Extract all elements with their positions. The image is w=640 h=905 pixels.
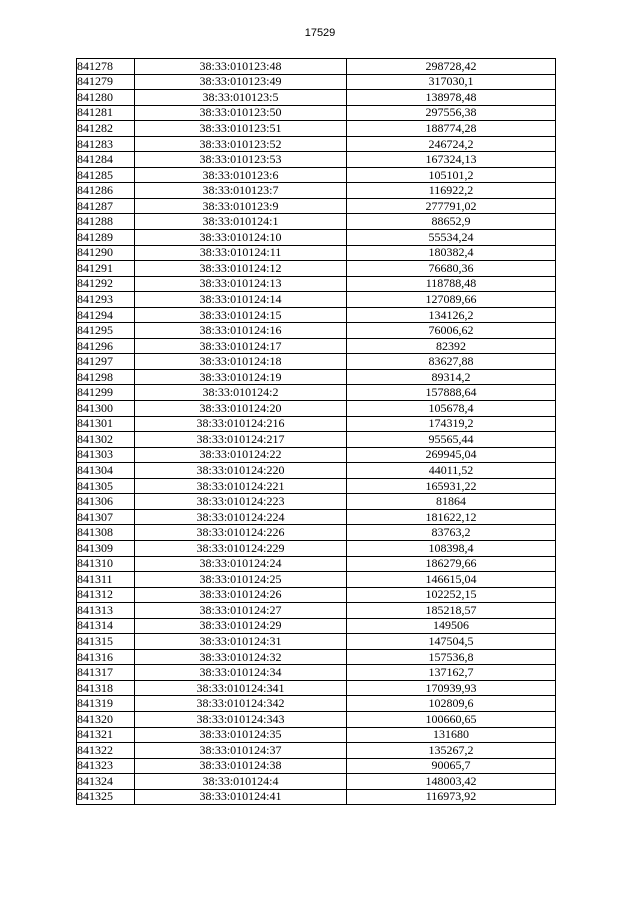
- cadastral-number-cell: 38:33:010124:35: [135, 727, 347, 743]
- value-cell: 165931,22: [347, 478, 556, 494]
- record-id-cell: 841299: [77, 385, 135, 401]
- value-cell: 118788,48: [347, 276, 556, 292]
- cadastral-number-cell: 38:33:010124:17: [135, 338, 347, 354]
- record-id-cell: 841297: [77, 354, 135, 370]
- record-id-cell: 841295: [77, 323, 135, 339]
- record-id-cell: 841306: [77, 494, 135, 510]
- page-number: 17529: [304, 27, 336, 39]
- cadastral-number-cell: 38:33:010123:6: [135, 167, 347, 183]
- record-id-cell: 841307: [77, 509, 135, 525]
- cadastral-number-cell: 38:33:010124:12: [135, 261, 347, 277]
- value-cell: 81864: [347, 494, 556, 510]
- table-row: [77, 680, 556, 696]
- cadastral-number-cell: 38:33:010124:22: [135, 447, 347, 463]
- table-row: [77, 494, 556, 510]
- cadastral-number-cell: 38:33:010124:216: [135, 416, 347, 432]
- value-cell: 76006,62: [347, 323, 556, 339]
- cadastral-number-cell: 38:33:010124:16: [135, 323, 347, 339]
- record-id-cell: 841316: [77, 649, 135, 665]
- value-cell: 138978,48: [347, 90, 556, 106]
- record-id-cell: 841308: [77, 525, 135, 541]
- table-row: [77, 167, 556, 183]
- table-row: [77, 338, 556, 354]
- record-id-cell: 841292: [77, 276, 135, 292]
- table-row: [77, 230, 556, 246]
- value-cell: 44011,52: [347, 463, 556, 479]
- table-row: [77, 696, 556, 712]
- value-cell: 277791,02: [347, 198, 556, 214]
- cadastral-number-cell: 38:33:010124:11: [135, 245, 347, 261]
- cadastral-number-cell: 38:33:010124:229: [135, 540, 347, 556]
- record-id-cell: 841302: [77, 432, 135, 448]
- record-id-cell: 841325: [77, 789, 135, 805]
- value-cell: 181622,12: [347, 509, 556, 525]
- table-row: [77, 743, 556, 759]
- cadastral-number-cell: 38:33:010124:31: [135, 634, 347, 650]
- value-cell: 76680,36: [347, 261, 556, 277]
- cadastral-number-cell: 38:33:010124:341: [135, 680, 347, 696]
- table-row: [77, 587, 556, 603]
- cadastral-number-cell: 38:33:010124:27: [135, 603, 347, 619]
- table-row: [77, 649, 556, 665]
- record-id-cell: 841303: [77, 447, 135, 463]
- cadastral-number-cell: 38:33:010124:41: [135, 789, 347, 805]
- value-cell: 180382,4: [347, 245, 556, 261]
- table-row: [77, 463, 556, 479]
- record-id-cell: 841281: [77, 105, 135, 121]
- record-id-cell: 841314: [77, 618, 135, 634]
- cadastral-number-cell: 38:33:010124:2: [135, 385, 347, 401]
- cadastral-number-cell: 38:33:010123:50: [135, 105, 347, 121]
- cadastral-number-cell: 38:33:010123:51: [135, 121, 347, 137]
- table-row: [77, 665, 556, 681]
- value-cell: 105101,2: [347, 167, 556, 183]
- value-cell: 188774,28: [347, 121, 556, 137]
- record-id-cell: 841285: [77, 167, 135, 183]
- record-id-cell: 841313: [77, 603, 135, 619]
- value-cell: 102809,6: [347, 696, 556, 712]
- value-cell: 108398,4: [347, 540, 556, 556]
- value-cell: 95565,44: [347, 432, 556, 448]
- value-cell: 89314,2: [347, 369, 556, 385]
- value-cell: 157536,8: [347, 649, 556, 665]
- record-id-cell: 841283: [77, 136, 135, 152]
- value-cell: 102252,15: [347, 587, 556, 603]
- record-id-cell: 841318: [77, 680, 135, 696]
- cadastral-number-cell: 38:33:010124:37: [135, 743, 347, 759]
- data-table: [76, 58, 556, 805]
- table-row: [77, 711, 556, 727]
- record-id-cell: 841294: [77, 307, 135, 323]
- record-id-cell: 841311: [77, 572, 135, 588]
- value-cell: 90065,7: [347, 758, 556, 774]
- cadastral-number-cell: 38:33:010124:19: [135, 369, 347, 385]
- table-row: [77, 121, 556, 137]
- record-id-cell: 841319: [77, 696, 135, 712]
- cadastral-number-cell: 38:33:010124:15: [135, 307, 347, 323]
- table-row: [77, 789, 556, 805]
- record-id-cell: 841320: [77, 711, 135, 727]
- value-cell: 246724,2: [347, 136, 556, 152]
- record-id-cell: 841305: [77, 478, 135, 494]
- value-cell: 134126,2: [347, 307, 556, 323]
- record-id-cell: 841317: [77, 665, 135, 681]
- table-row: [77, 758, 556, 774]
- cadastral-number-cell: 38:33:010124:14: [135, 292, 347, 308]
- table-row: [77, 323, 556, 339]
- table-row: [77, 401, 556, 417]
- cadastral-number-cell: 38:33:010124:34: [135, 665, 347, 681]
- record-id-cell: 841323: [77, 758, 135, 774]
- cadastral-number-cell: 38:33:010124:20: [135, 401, 347, 417]
- table-row: [77, 509, 556, 525]
- table-row: [77, 198, 556, 214]
- cadastral-number-cell: 38:33:010123:7: [135, 183, 347, 199]
- table-row: [77, 727, 556, 743]
- table-row: [77, 432, 556, 448]
- record-id-cell: 841291: [77, 261, 135, 277]
- record-id-cell: 841282: [77, 121, 135, 137]
- table-row: [77, 307, 556, 323]
- value-cell: 297556,38: [347, 105, 556, 121]
- value-cell: 83627,88: [347, 354, 556, 370]
- table-row: [77, 136, 556, 152]
- table-row: [77, 416, 556, 432]
- table-row: [77, 618, 556, 634]
- cadastral-number-cell: 38:33:010123:49: [135, 74, 347, 90]
- value-cell: 135267,2: [347, 743, 556, 759]
- record-id-cell: 841312: [77, 587, 135, 603]
- record-id-cell: 841286: [77, 183, 135, 199]
- record-id-cell: 841288: [77, 214, 135, 230]
- cadastral-number-cell: 38:33:010123:48: [135, 59, 347, 75]
- value-cell: 88652,9: [347, 214, 556, 230]
- record-id-cell: 841284: [77, 152, 135, 168]
- value-cell: 146615,04: [347, 572, 556, 588]
- cadastral-number-cell: 38:33:010124:1: [135, 214, 347, 230]
- cadastral-number-cell: 38:33:010124:224: [135, 509, 347, 525]
- table-row: [77, 478, 556, 494]
- record-id-cell: 841298: [77, 369, 135, 385]
- record-id-cell: 841279: [77, 74, 135, 90]
- table-row: [77, 556, 556, 572]
- cadastral-number-cell: 38:33:010124:217: [135, 432, 347, 448]
- record-id-cell: 841309: [77, 540, 135, 556]
- table-row: [77, 385, 556, 401]
- value-cell: 131680: [347, 727, 556, 743]
- table-row: [77, 540, 556, 556]
- record-id-cell: 841321: [77, 727, 135, 743]
- cadastral-number-cell: 38:33:010124:226: [135, 525, 347, 541]
- table-row: [77, 292, 556, 308]
- value-cell: 116922,2: [347, 183, 556, 199]
- value-cell: 127089,66: [347, 292, 556, 308]
- record-id-cell: 841300: [77, 401, 135, 417]
- cadastral-number-cell: 38:33:010124:24: [135, 556, 347, 572]
- record-id-cell: 841322: [77, 743, 135, 759]
- record-id-cell: 841289: [77, 230, 135, 246]
- value-cell: 185218,57: [347, 603, 556, 619]
- record-id-cell: 841280: [77, 90, 135, 106]
- table-row: [77, 152, 556, 168]
- value-cell: 147504,5: [347, 634, 556, 650]
- value-cell: 186279,66: [347, 556, 556, 572]
- value-cell: 174319,2: [347, 416, 556, 432]
- value-cell: 83763,2: [347, 525, 556, 541]
- cadastral-number-cell: 38:33:010124:26: [135, 587, 347, 603]
- value-cell: 100660,65: [347, 711, 556, 727]
- cadastral-number-cell: 38:33:010123:5: [135, 90, 347, 106]
- cadastral-number-cell: 38:33:010124:13: [135, 276, 347, 292]
- value-cell: 82392: [347, 338, 556, 354]
- value-cell: 269945,04: [347, 447, 556, 463]
- table-row: [77, 525, 556, 541]
- table-row: [77, 90, 556, 106]
- cadastral-number-cell: 38:33:010124:220: [135, 463, 347, 479]
- value-cell: 137162,7: [347, 665, 556, 681]
- table-row: [77, 603, 556, 619]
- value-cell: 298728,42: [347, 59, 556, 75]
- value-cell: 116973,92: [347, 789, 556, 805]
- cadastral-number-cell: 38:33:010124:223: [135, 494, 347, 510]
- table-row: [77, 369, 556, 385]
- cadastral-number-cell: 38:33:010124:343: [135, 711, 347, 727]
- table-row: [77, 245, 556, 261]
- table-row: [77, 74, 556, 90]
- value-cell: 148003,42: [347, 774, 556, 790]
- table-row: [77, 354, 556, 370]
- table-row: [77, 276, 556, 292]
- value-cell: 167324,13: [347, 152, 556, 168]
- cadastral-number-cell: 38:33:010124:38: [135, 758, 347, 774]
- cadastral-number-cell: 38:33:010124:10: [135, 230, 347, 246]
- record-id-cell: 841324: [77, 774, 135, 790]
- table-row: [77, 183, 556, 199]
- cadastral-number-cell: 38:33:010124:29: [135, 618, 347, 634]
- cadastral-number-cell: 38:33:010123:52: [135, 136, 347, 152]
- record-id-cell: 841315: [77, 634, 135, 650]
- table-row: [77, 59, 556, 75]
- value-cell: 317030,1: [347, 74, 556, 90]
- record-id-cell: 841290: [77, 245, 135, 261]
- cadastral-number-cell: 38:33:010124:4: [135, 774, 347, 790]
- cadastral-number-cell: 38:33:010123:53: [135, 152, 347, 168]
- record-id-cell: 841278: [77, 59, 135, 75]
- cadastral-number-cell: 38:33:010123:9: [135, 198, 347, 214]
- table-row: [77, 105, 556, 121]
- table-row: [77, 214, 556, 230]
- record-id-cell: 841296: [77, 338, 135, 354]
- value-cell: 149506: [347, 618, 556, 634]
- record-id-cell: 841287: [77, 198, 135, 214]
- record-id-cell: 841301: [77, 416, 135, 432]
- value-cell: 55534,24: [347, 230, 556, 246]
- value-cell: 105678,4: [347, 401, 556, 417]
- value-cell: 170939,93: [347, 680, 556, 696]
- record-id-cell: 841293: [77, 292, 135, 308]
- cadastral-number-cell: 38:33:010124:25: [135, 572, 347, 588]
- table-row: [77, 634, 556, 650]
- table-row: [77, 572, 556, 588]
- table-row: [77, 774, 556, 790]
- record-id-cell: 841304: [77, 463, 135, 479]
- value-cell: 157888,64: [347, 385, 556, 401]
- record-id-cell: 841310: [77, 556, 135, 572]
- table-row: [77, 261, 556, 277]
- table-body: [77, 59, 556, 805]
- cadastral-number-cell: 38:33:010124:18: [135, 354, 347, 370]
- cadastral-number-cell: 38:33:010124:342: [135, 696, 347, 712]
- table-row: [77, 447, 556, 463]
- cadastral-number-cell: 38:33:010124:32: [135, 649, 347, 665]
- cadastral-number-cell: 38:33:010124:221: [135, 478, 347, 494]
